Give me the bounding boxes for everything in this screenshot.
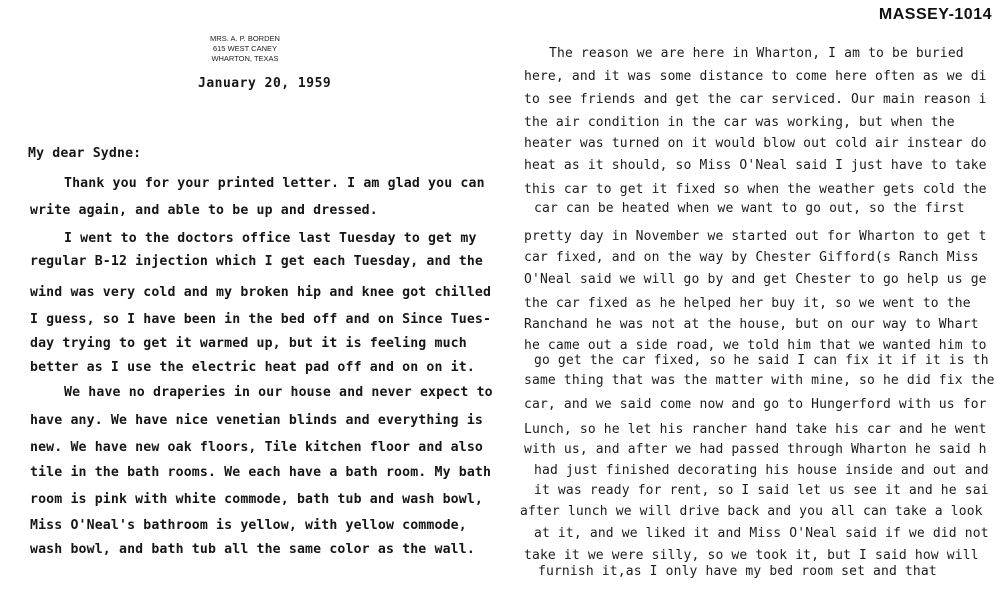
text-line: car, and we said come now and go to Hungerford with us for — [524, 397, 987, 412]
text-line: Miss O'Neal's bathroom is yellow, with yellow commode, — [30, 518, 467, 533]
text-line: the car fixed as he helped her buy it, so we went to the — [524, 296, 971, 311]
text-line: Thank you for your printed letter. I am glad you can — [64, 176, 485, 191]
text-line: wash bowl, and bath tub all the same color as the wall. — [30, 542, 475, 557]
text-line: to see friends and get the car serviced. Our main reason i — [524, 92, 987, 107]
text-line: better as I use the electric heat pad off and on on it. — [30, 360, 475, 375]
text-line: heater was turned on it would blow out cold air instear do — [524, 136, 987, 151]
text-line: after lunch we will drive back and you all can take a look — [520, 504, 983, 519]
text-line: he came out a side road, we told him that we wanted him to — [524, 338, 987, 353]
text-line: new. We have new oak floors, Tile kitchen floor and also — [30, 440, 484, 455]
text-line: I guess, so I have been in the bed off and on Since Tues- — [30, 312, 492, 327]
text-line: I went to the doctors office last Tuesday to get my — [64, 231, 477, 246]
text-line: Ranchand he was not at the house, but on our way to Whart — [524, 317, 979, 332]
text-line: O'Neal said we will go by and get Chester to go help us ge — [524, 272, 987, 287]
letter-page-right — [510, 0, 1000, 600]
text-line: have any. We have nice venetian blinds and everything is — [30, 413, 484, 428]
text-line: this car to get it fixed so when the weather gets cold the — [524, 182, 987, 197]
text-line: car fixed, and on the way by Chester Gifford(s Ranch Miss — [524, 250, 979, 265]
text-line: heat as it should, so Miss O'Neal said I just have to take — [524, 158, 987, 173]
letterhead — [190, 34, 300, 64]
text-line: at it, and we liked it and Miss O'Neal said if we did not — [534, 526, 989, 541]
text-line: write again, and able to be up and dressed. — [30, 203, 378, 218]
text-line: take it we were silly, so we took it, but I said how will — [524, 548, 979, 563]
text-line: the air condition in the car was working, but when the — [524, 115, 955, 130]
text-line: go get the car fixed, so he said I can fix it if it is th — [534, 353, 989, 368]
text-line: here, and it was some distance to come here often as we di — [524, 69, 987, 84]
text-line: Lunch, so he let his rancher hand take his car and he went — [524, 422, 987, 437]
text-line: The reason we are here in Wharton, I am to be buried — [549, 46, 964, 61]
text-line: with us, and after we had passed through Wharton he said h — [524, 442, 987, 457]
text-line: it was ready for rent, so I said let us see it and he sai — [534, 483, 989, 498]
text-line: had just finished decorating his house inside and out and — [534, 463, 989, 478]
salutation: My dear Sydne: — [28, 146, 142, 161]
text-line: wind was very cold and my broken hip and knee got chilled — [30, 285, 492, 300]
letterhead-street: 615 WEST CANEY — [212, 44, 278, 53]
text-line: We have no draperies in our house and never expect to — [64, 385, 493, 400]
text-line: regular B-12 injection which I get each Tuesday, and the — [30, 254, 484, 269]
text-line: pretty day in November we started out for Wharton to get t — [524, 229, 987, 244]
text-line: same thing that was the matter with mine, so he did fix the — [524, 373, 995, 388]
archive-stamp: MASSEY-1014 — [878, 6, 992, 23]
text-line: room is pink with white commode, bath tub and wash bowl, — [30, 492, 484, 507]
text-line: car can be heated when we want to go out, so the first — [534, 201, 965, 216]
text-line: day trying to get it warmed up, but it is feeling much — [30, 336, 467, 351]
text-line: furnish it,as I only have my bed room set and that — [538, 564, 937, 579]
text-line: tile in the bath rooms. We each have a bath room. My bath — [30, 465, 492, 480]
letterhead-city: WHARTON, TEXAS — [211, 54, 279, 63]
letterhead-name: MRS. A. P. BORDEN — [210, 34, 280, 43]
letter-date: January 20, 1959 — [198, 76, 332, 91]
